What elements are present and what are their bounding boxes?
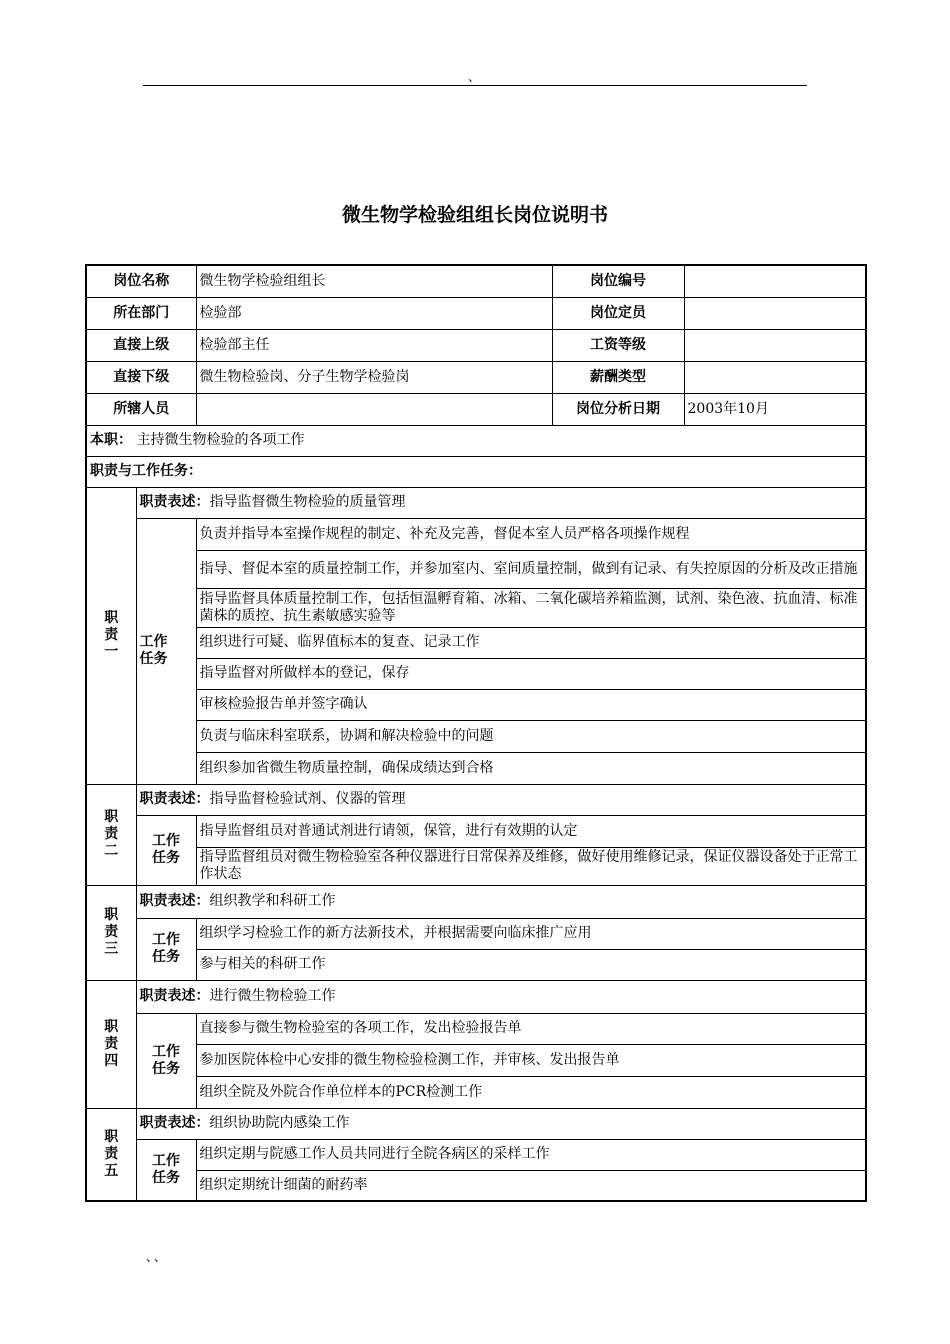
label-cell: 薪酬类型: [552, 361, 684, 393]
info-row: [86, 393, 866, 425]
task-cell: 指导监督组员对微生物检验室各种仪器进行日常保养及维修，做好使用维修记录，保证仪器设备处于正常工作状态: [196, 847, 866, 885]
work-label-line: 任务: [152, 1060, 180, 1077]
work-task-label: [136, 918, 196, 980]
task-row: [86, 689, 866, 720]
statement-label: 职责表述：: [139, 791, 210, 807]
statement-text: 进行微生物检验工作: [209, 988, 336, 1004]
value-cell: 检验部主任: [196, 329, 552, 361]
statement-label: 职责表述：: [139, 988, 210, 1004]
main-duty-cell: [86, 425, 866, 456]
footer-mark: 、、: [146, 1250, 169, 1264]
duty-char: 职: [104, 1128, 119, 1145]
info-row: [86, 329, 866, 361]
duty-char: 一: [104, 644, 119, 660]
duty-char: 责: [104, 826, 119, 842]
duty-char: 职: [104, 610, 119, 626]
duty-char: 五: [104, 1162, 119, 1179]
info-row: [86, 297, 866, 329]
task-row: [86, 1139, 866, 1170]
task-row: [86, 752, 866, 784]
duty-statement: [136, 1108, 866, 1139]
duty-char: 职: [104, 1018, 119, 1035]
duty-char: 四: [104, 1052, 119, 1069]
task-cell: 参加医院体检中心安排的微生物检验检测工作，并审核、发出报告单: [196, 1044, 866, 1076]
task-cell: 组织进行可疑、临界值标本的复查、记录工作: [196, 627, 866, 658]
statement-text: 组织协助院内感染工作: [209, 1115, 350, 1131]
duty-statement-row: [86, 885, 866, 918]
statement-text: 组织教学和科研工作: [209, 893, 336, 909]
task-row: [86, 918, 866, 949]
job-description-table: [85, 264, 867, 1202]
duty-char: 责: [104, 1145, 119, 1162]
label-cell: 岗位分析日期: [552, 393, 684, 425]
work-label-line: 工作: [152, 1043, 180, 1060]
duty-statement: [136, 885, 866, 918]
main-duty-text: 主持微生物检验的各项工作: [136, 432, 305, 448]
duty-char: 责: [104, 924, 119, 940]
work-task-label: [136, 1013, 196, 1108]
task-row: [86, 1076, 866, 1108]
duty-section-label: [86, 980, 136, 1108]
task-cell: 组织定期统计细菌的耐药率: [196, 1170, 866, 1201]
label-cell: 工资等级: [552, 329, 684, 361]
value-cell: 微生物检验岗、分子生物学检验岗: [196, 361, 552, 393]
work-label-line: 工作: [139, 634, 168, 650]
task-row: [86, 949, 866, 980]
work-label-line: 工作: [152, 1152, 180, 1169]
duty-section-label: [86, 784, 136, 885]
statement-text: 指导监督微生物检验的质量管理: [209, 494, 406, 510]
duty-statement-row: [86, 784, 866, 815]
duty-char: 责: [104, 627, 119, 643]
statement-label: 职责表述：: [139, 893, 210, 909]
work-task-label: [136, 1139, 196, 1201]
task-row: [86, 658, 866, 689]
statement-label: 职责表述：: [139, 494, 210, 510]
task-cell: 组织参加省微生物质量控制，确保成绩达到合格: [196, 752, 866, 784]
work-label-line: 任务: [152, 949, 180, 965]
duty-section-label: [86, 487, 136, 784]
work-label-line: 工作: [152, 833, 180, 849]
statement-label: 职责表述：: [139, 1115, 210, 1131]
duty-statement-row: [86, 980, 866, 1013]
work-task-label: [136, 815, 196, 885]
work-label-line: 任务: [139, 651, 168, 667]
header-mark: 、: [468, 70, 481, 84]
label-cell: 直接上级: [86, 329, 196, 361]
label-cell: 岗位定员: [552, 297, 684, 329]
task-row: [86, 1170, 866, 1201]
task-cell: 组织定期与院感工作人员共同进行全院各病区的采样工作: [196, 1139, 866, 1170]
task-row: [86, 1044, 866, 1076]
info-row: [86, 361, 866, 393]
work-label-line: 任务: [152, 1169, 180, 1186]
value-cell: [196, 393, 552, 425]
label-cell: 岗位名称: [86, 265, 196, 297]
duty-section-label: [86, 885, 136, 980]
task-cell: 组织学习检验工作的新方法新技术，并根据需要向临床推广应用: [196, 918, 866, 949]
task-row: [86, 847, 866, 885]
duties-header: 职责与工作任务：: [86, 456, 866, 487]
label-cell: 所辖人员: [86, 393, 196, 425]
task-cell: 直接参与微生物检验室的各项工作，发出检验报告单: [196, 1013, 866, 1044]
label-cell: 所在部门: [86, 297, 196, 329]
task-row: [86, 550, 866, 588]
value-cell: [684, 361, 866, 393]
info-row: [86, 265, 866, 297]
duty-char: 三: [104, 941, 119, 957]
value-cell: 2003年10月: [684, 393, 866, 425]
task-cell: 指导监督具体质量控制工作，包括恒温孵育箱、冰箱、二氧化碳培养箱监测，试剂、染色液、抗血清、标准菌株的质控、抗生素敏感实验等: [196, 588, 866, 627]
task-cell: 组织全院及外院合作单位样本的PCR检测工作: [196, 1076, 866, 1108]
duty-char: 职: [104, 907, 119, 923]
task-cell: 指导监督组员对普通试剂进行请领，保管，进行有效期的认定: [196, 815, 866, 847]
duty-statement-row: [86, 1108, 866, 1139]
task-row: [86, 627, 866, 658]
work-task-label: [136, 518, 196, 784]
value-cell: 检验部: [196, 297, 552, 329]
main-duty-row: [86, 425, 866, 456]
work-label-line: 工作: [152, 932, 180, 948]
label-cell: 岗位编号: [552, 265, 684, 297]
main-duty-label: 本职：: [90, 432, 132, 448]
duty-char: 职: [104, 809, 119, 825]
value-cell: 微生物学检验组组长: [196, 265, 552, 297]
duty-statement: [136, 980, 866, 1013]
task-row: [86, 1013, 866, 1044]
task-row: [86, 720, 866, 752]
task-cell: 指导、督促本室的质量控制工作，并参加室内、室间质量控制，做到有记录、有失控原因的分析及改正措施: [196, 550, 866, 588]
value-cell: [684, 265, 866, 297]
value-cell: [684, 329, 866, 361]
duty-statement: [136, 784, 866, 815]
task-row: [86, 588, 866, 627]
duty-statement: [136, 487, 866, 518]
statement-text: 指导监督检验试剂、仪器的管理: [209, 791, 406, 807]
task-cell: 参与相关的科研工作: [196, 949, 866, 980]
duty-statement-row: [86, 487, 866, 518]
task-cell: 审核检验报告单并签字确认: [196, 689, 866, 720]
duties-header-row: [86, 456, 866, 487]
task-row: [86, 815, 866, 847]
duty-section-label: [86, 1108, 136, 1201]
task-cell: 负责并指导本室操作规程的制定、补充及完善，督促本室人员严格各项操作规程: [196, 518, 866, 550]
duty-char: 二: [104, 843, 119, 859]
task-cell: 指导监督对所做样本的登记，保存: [196, 658, 866, 689]
task-cell: 负责与临床科室联系，协调和解决检验中的问题: [196, 720, 866, 752]
header-rule: [143, 85, 807, 86]
work-label-line: 任务: [152, 850, 180, 866]
document-title: 微生物学检验组组长岗位说明书: [341, 204, 608, 226]
label-cell: 直接下级: [86, 361, 196, 393]
task-row: [86, 518, 866, 550]
value-cell: [684, 297, 866, 329]
duty-char: 责: [104, 1035, 119, 1052]
